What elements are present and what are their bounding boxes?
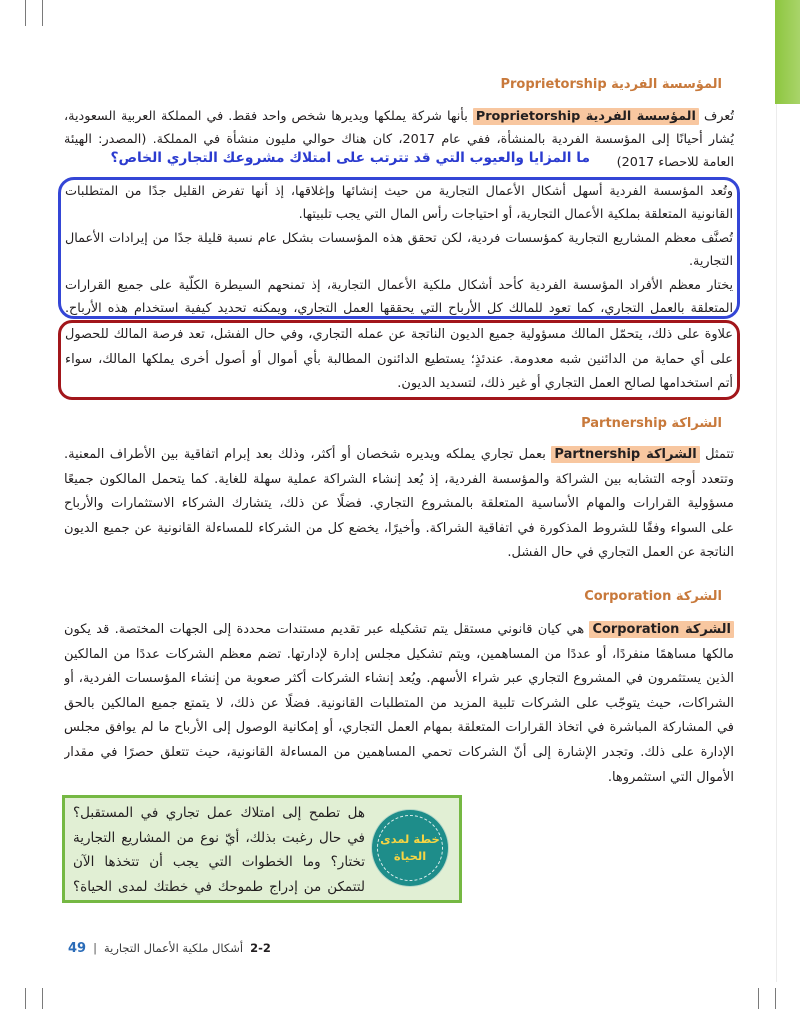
- text-line: أتم استخدامها لصالح العمل التجاري أو غير ذلك، لتسديد الديون.: [397, 376, 733, 391]
- crop-mark: [42, 0, 43, 26]
- text-line: على أي حماية من الدائنين شبه معدومة. عندئذٍ؛ يستطيع الدائنون المطالبة بأي أموال أو أصول أخرى يملكها المالك، سواء: [65, 351, 733, 367]
- key-term-highlight: الشركة Corporation: [589, 621, 734, 638]
- text-line: الإدارة على ذلك. وتجدر الإشارة إلى أنّ الشركات تحمي المساهمين من المساءلة القانونية، حيث تتعلق حصرًا في مقدار: [64, 744, 734, 760]
- paragraph-partnership: [64, 443, 734, 566]
- page-edge-line: [776, 104, 777, 982]
- text-line: القانونية المتعلقة بملكية الأعمال التجارية، أو احتياجات رأس المال التي يجب تلبيتها.: [298, 207, 733, 223]
- text-line: [64, 618, 734, 643]
- heading-partnership: الشراكة Partnership: [581, 416, 722, 431]
- text-line: وتُعد المؤسسة الفردية أسهل أشكال الأعمال التجارية من حيث إنشائها وإغلاقها، إذ أنها تفرض القليل جدًا من المتطلبات: [65, 184, 733, 199]
- text-line: يختار معظم الأفراد المؤسسة الفردية كأحد أشكال ملكية الأعمال التجارية، إذ تمنحهم السيطرة الكلّية على جميع القرارات: [65, 277, 733, 293]
- text-line: [64, 105, 734, 128]
- badge-label-line: الحياة: [393, 849, 427, 863]
- text-line: [64, 443, 734, 468]
- text-line: علاوة على ذلك، يتحمّل المالك مسؤولية جميع الديون الناتجة عن عمله التجاري، وفي حال الفشل، تعد فرصة المالك للحصول: [65, 327, 733, 342]
- lifetime-plan-badge: [372, 810, 448, 886]
- lifetime-plan-callout: [62, 795, 462, 903]
- text-run: بأنها شركة يملكها ويديرها شخص واحد فقط. في المملكة العربية السعودية،: [64, 109, 473, 124]
- text-line: تختار؟ وما الخطوات التي يجب أن تتخذها الآن: [73, 854, 365, 870]
- text-line: يُشار أحيانًا إلى المؤسسة الفردية بالمنشأة، ففي عام 2017، كان هناك حوالي مليون منشأة في المملكة. (المصدر: الهيئة: [64, 132, 734, 147]
- callout-question: [73, 801, 365, 899]
- text-line: لتتمكن من إدراج طموحك في خطتك لمدى الحياة؟: [73, 878, 365, 895]
- red-outline-box: [58, 320, 740, 400]
- text-line: الذين يستثمرون في المشروع التجاري عبر شراء الأسهم. ويُعد إنشاء الشركات أكثر صعوبة من إنشاء المؤسسات الفردية، أو: [64, 671, 734, 687]
- crop-mark: [42, 988, 43, 1009]
- paragraph-corporation: [64, 618, 734, 790]
- crop-mark: [25, 988, 26, 1009]
- text-line: الشراكات، حيث يتوجّب على الشركات تلبية المزيد من المتطلبات القانونية. فضلًا عن ذلك، لا يتمتع جميع المالكين بالحق: [64, 695, 734, 711]
- annotation-text: ما المزايا والعيوب التي قد تترتب على امتلاك مشروعك التجاري الخاص؟: [110, 150, 590, 166]
- text-line: في المشاركة المباشرة في اتخاذ القرارات المتعلقة بمهام العمل التجاري، أو إمكانية الوصول إلى الأرباح ما لم يوافق مجلس: [64, 720, 734, 736]
- section-number: 2-2: [250, 941, 271, 955]
- page-number: 49: [68, 941, 87, 956]
- key-term-highlight: الشراكة Partnership: [551, 446, 699, 463]
- text-line: التجارية.: [688, 254, 733, 270]
- key-term-highlight: المؤسسة الفردية Proprietorship: [473, 108, 699, 125]
- text-line: في حال رغبت بذلك، أيّ نوع من المشاريع التجارية: [73, 829, 365, 846]
- crop-mark: [775, 988, 776, 1009]
- heading-proprietorship: المؤسسة الفردية Proprietorship: [500, 77, 722, 92]
- annotation-question: [100, 147, 590, 169]
- chapter-color-tab: [775, 0, 800, 104]
- text-run: تُعرف: [698, 109, 734, 124]
- page-footer: [68, 939, 271, 958]
- text-line: مالكها مساهمًا منفردًا، أو عددًا من المساهمين، ويتم تشكيل مجلس إدارة لإدارتها. تضم معظم الشركات عددًا من المالكين: [64, 646, 734, 662]
- footer-separator: |: [93, 941, 97, 955]
- text-line: مسؤولية القرارات والمهام الأساسية المتعلقة بالمشروع التجاري. فضلًا عن ذلك، يتشارك الشركاء الاستثمارات والأرباح: [64, 496, 734, 511]
- section-title: أشكال ملكية الأعمال التجارية: [103, 941, 244, 955]
- text-line: الأموال التي استثمروها.: [607, 769, 734, 785]
- text-line: وتتعدد أوجه التشابه بين الشراكة والمؤسسة الفردية، إذ يُعد إنشاء الشراكة عملية سهلة للغاية. كما يتحمل المالكون جميعًا: [64, 471, 734, 487]
- text-line: الناتجة عن العمل التجاري في حال الفشل.: [507, 545, 734, 560]
- text-line: هل تطمح إلى امتلاك عمل تجاري في المستقبل؟: [73, 805, 365, 821]
- badge-label-line: خطة لمدى: [380, 832, 440, 846]
- badge-label: [372, 810, 448, 886]
- crop-mark: [25, 0, 26, 26]
- text-line: على السواء وفقًا للشروط المذكورة في اتفاقية الشراكة. وأخيرًا، يخضع كل من الشركاء للمساءلة القانونية عن جميع الديون: [64, 520, 734, 536]
- blue-outline-box: [58, 177, 740, 319]
- crop-mark: [758, 988, 759, 1009]
- text-run: بعمل تجاري يملكه ويديره شخصان أو أكثر، وذلك بعد إبرام اتفاقية بين الأطراف المعنية.: [64, 447, 552, 462]
- heading-corporation: الشركة Corporation: [584, 589, 722, 604]
- text-line: العامة للاحصاء 2017): [616, 155, 734, 170]
- text-line: المتعلقة بالعمل التجاري، كما تعود للمالك كل الأرباح التي يحققها العمل التجاري، ويمكنه تحديد كيفية استخدام هذه الأرباح.: [65, 301, 733, 317]
- text-run: هي كيان قانوني مستقل يتم تشكيله عبر تقديم مستندات محددة إلى الجهات المختصة. قد يكون: [64, 622, 590, 637]
- text-line: تُصنَّف معظم المشاريع التجارية كمؤسسات فردية، لكن تحقق هذه المؤسسات بشكل عام نسبة قليلة جدًا من إيرادات الأعمال: [65, 230, 733, 246]
- text-run: تتمثل: [699, 447, 734, 462]
